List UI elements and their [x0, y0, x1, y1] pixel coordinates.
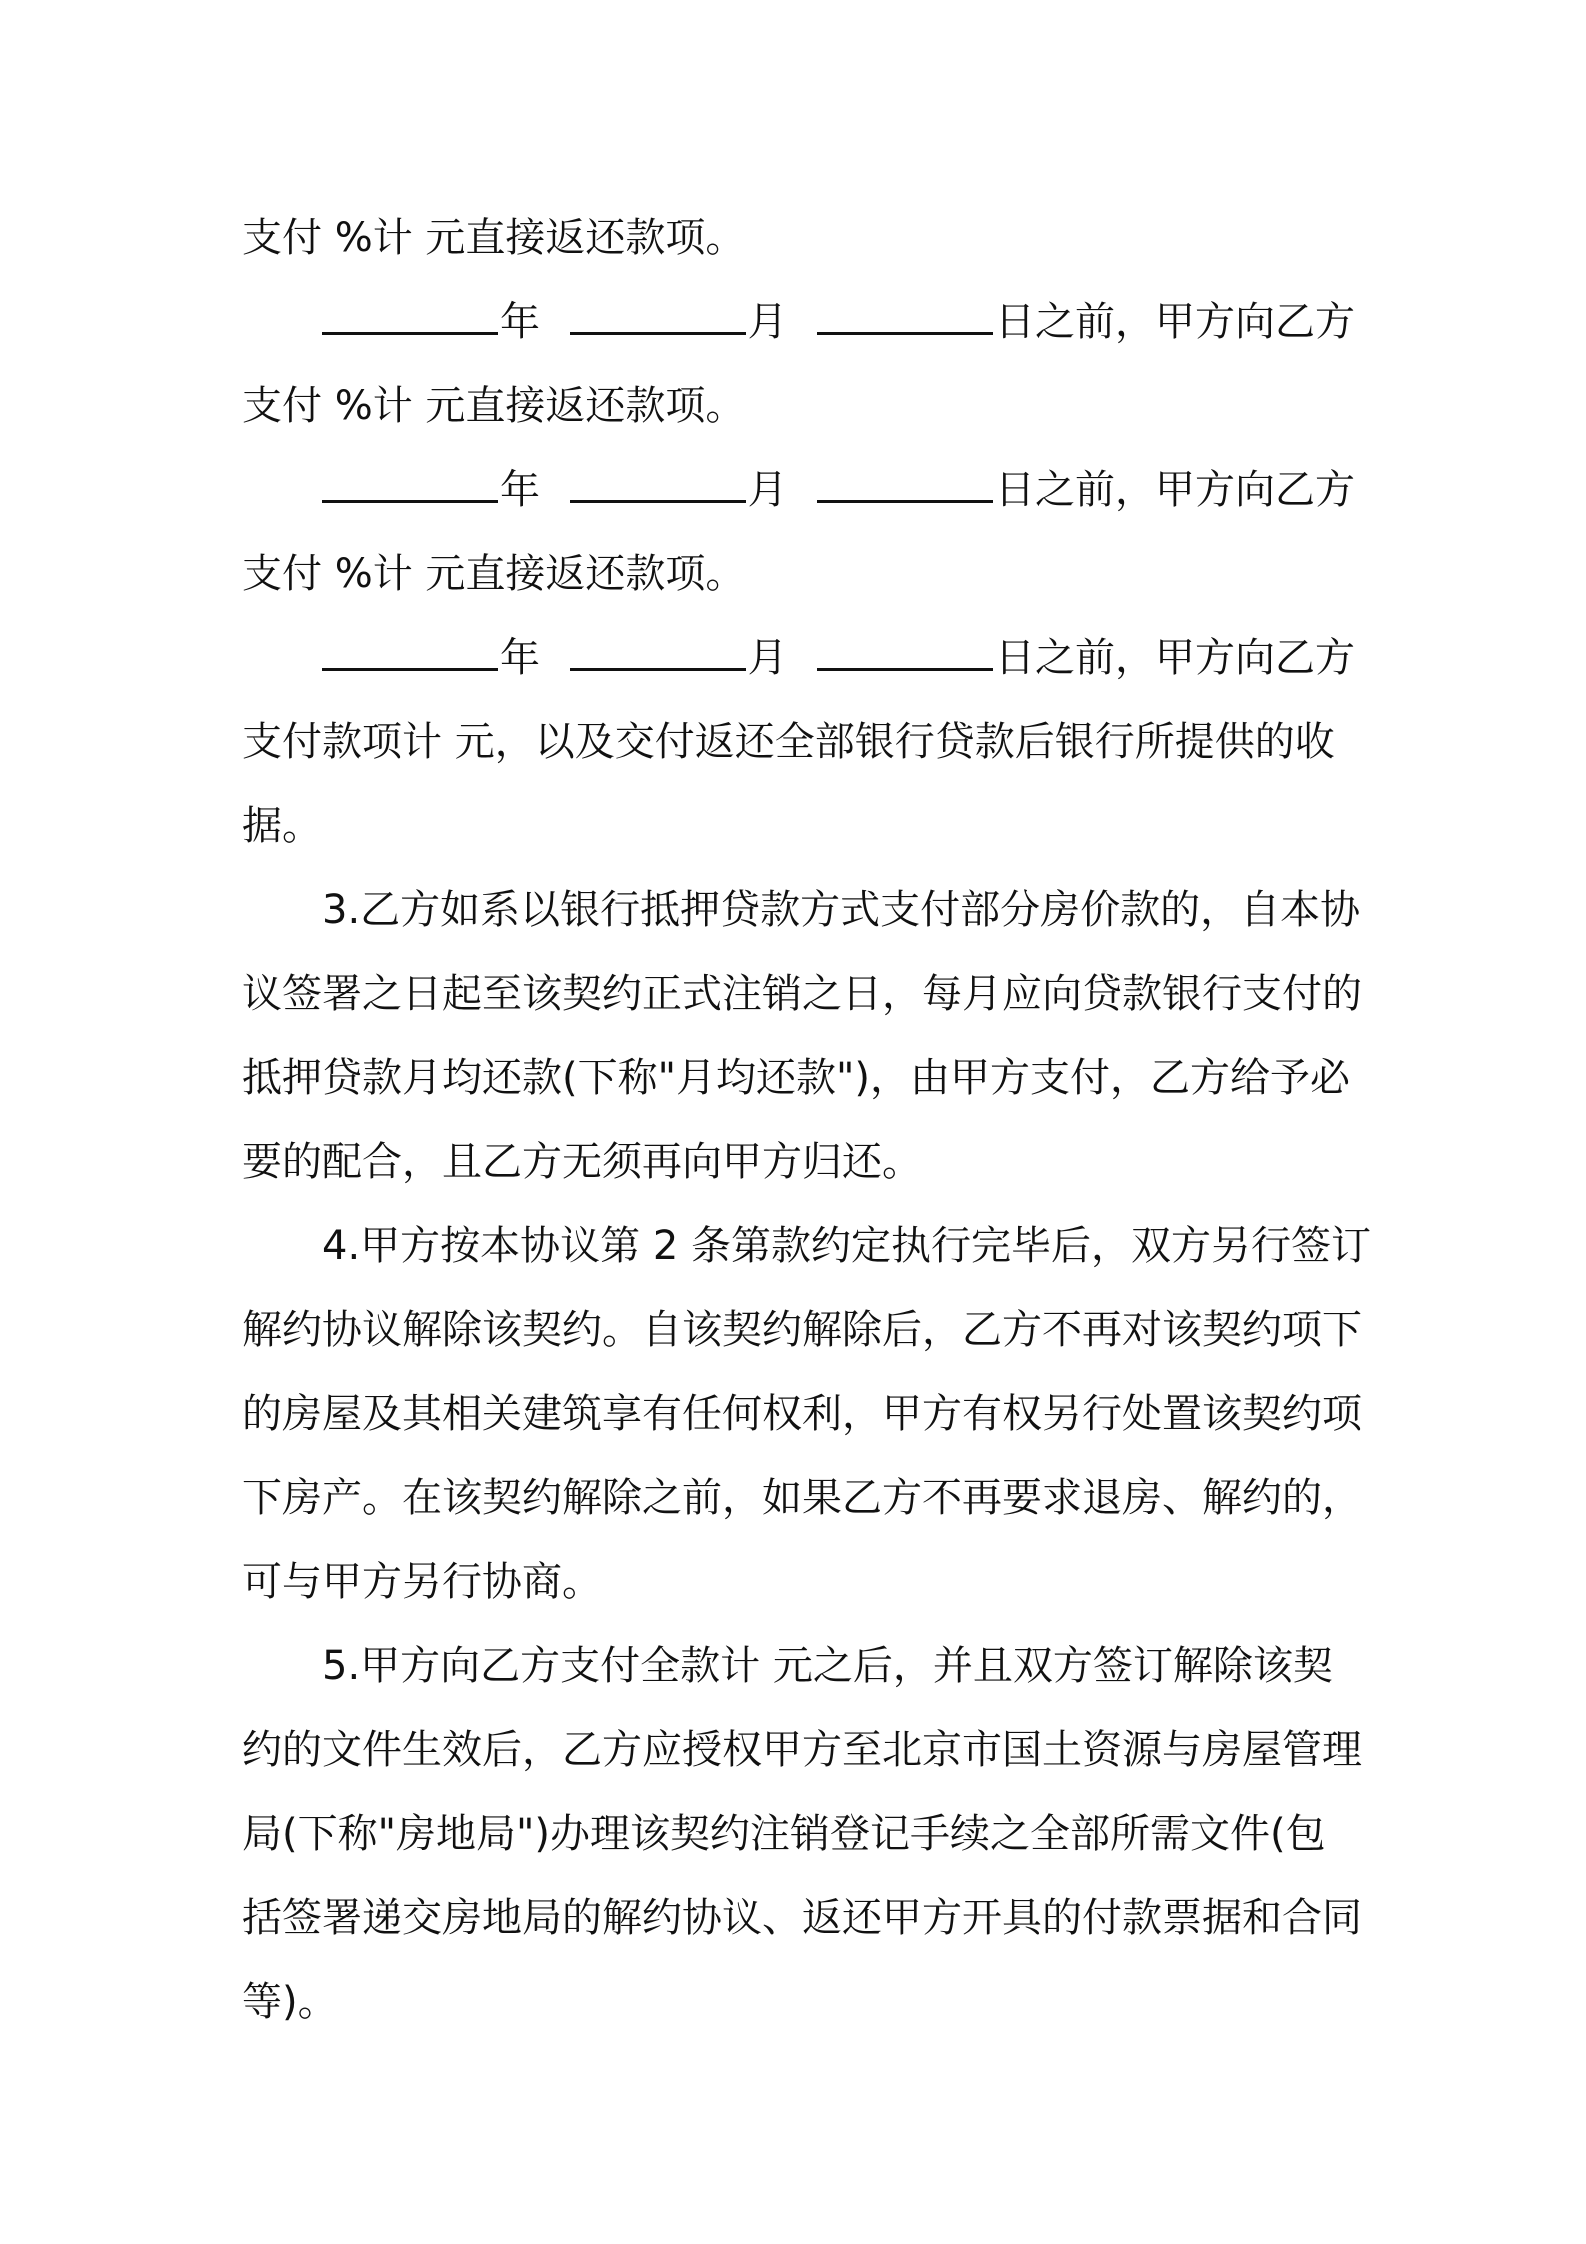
blank-underline	[817, 450, 993, 503]
day-label: 日之前，甲方向乙方	[995, 467, 1355, 513]
year-label: 年	[500, 635, 540, 681]
text-line: 据。	[242, 803, 322, 849]
day-label: 日之前，甲方向乙方	[995, 635, 1355, 681]
month-field	[570, 280, 788, 364]
text-line: 可与甲方另行协商。	[242, 1559, 602, 1605]
text-line: 解约协议解除该契约。自该契约解除后，乙方不再对该契约项下	[242, 1307, 1362, 1353]
clause-4-line: 4.甲方按本协议第 2 条第款约定执行完毕后，双方另行签订	[322, 1223, 1372, 1269]
year-field	[322, 280, 540, 364]
blank-underline	[570, 282, 746, 335]
month-field	[570, 448, 788, 532]
text-line: 支付 %计 元直接返还款项。	[242, 215, 746, 261]
blank-underline	[322, 618, 498, 671]
text-line: 支付 %计 元直接返还款项。	[242, 383, 746, 429]
blank-underline	[322, 282, 498, 335]
text-line: 的房屋及其相关建筑享有任何权利，甲方有权另行处置该契约项	[242, 1391, 1362, 1437]
clause-5-line: 5.甲方向乙方支付全款计 元之后，并且双方签订解除该契	[322, 1643, 1333, 1689]
text-line: 局(下称"房地局")办理该契约注销登记手续之全部所需文件(包	[242, 1811, 1326, 1857]
blank-underline	[817, 282, 993, 335]
year-field	[322, 448, 540, 532]
text-line: 下房产。在该契约解除之前，如果乙方不再要求退房、解约的，	[242, 1475, 1362, 1521]
text-line: 括签署递交房地局的解约协议、返还甲方开具的付款票据和合同	[242, 1895, 1362, 1941]
year-label: 年	[500, 299, 540, 345]
text-line: 支付款项计 元，以及交付返还全部银行贷款后银行所提供的收	[242, 719, 1335, 765]
document-page	[242, 196, 1372, 2044]
text-line: 要的配合，且乙方无须再向甲方归还。	[242, 1139, 922, 1185]
month-field	[570, 616, 788, 700]
date-line	[242, 616, 1355, 700]
clause-3-line: 3.乙方如系以银行抵押贷款方式支付部分房价款的，自本协	[322, 887, 1361, 933]
year-label: 年	[500, 467, 540, 513]
day-field	[817, 616, 1355, 700]
date-line	[242, 280, 1355, 364]
text-line: 约的文件生效后，乙方应授权甲方至北京市国土资源与房屋管理	[242, 1727, 1362, 1773]
blank-underline	[570, 618, 746, 671]
text-line: 支付 %计 元直接返还款项。	[242, 551, 746, 597]
day-label: 日之前，甲方向乙方	[995, 299, 1355, 345]
blank-underline	[570, 450, 746, 503]
text-line: 议签署之日起至该契约正式注销之日，每月应向贷款银行支付的	[242, 971, 1362, 1017]
day-field	[817, 448, 1355, 532]
day-field	[817, 280, 1355, 364]
year-field	[322, 616, 540, 700]
blank-underline	[817, 618, 993, 671]
text-line: 等)。	[242, 1979, 338, 2025]
month-label: 月	[747, 467, 788, 513]
blank-underline	[322, 450, 498, 503]
date-line	[242, 448, 1355, 532]
text-line: 抵押贷款月均还款(下称"月均还款")，由甲方支付，乙方给予必	[242, 1055, 1351, 1101]
month-label: 月	[747, 299, 788, 345]
month-label: 月	[747, 635, 788, 681]
